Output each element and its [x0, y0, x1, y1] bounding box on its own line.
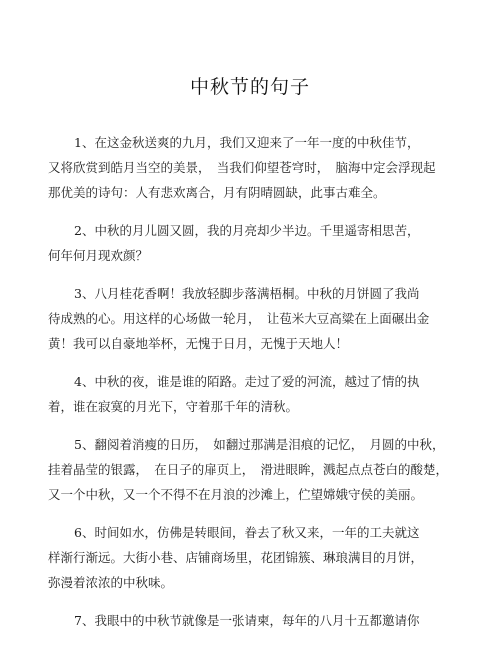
paragraph-line: 待成熟的心。用这样的心场做一轮月， 让苞米大豆高粱在上面碾出金: [48, 311, 430, 326]
document-body: [48, 130, 458, 646]
paragraph-line: 5、翻阅着消瘦的日历， 如翻过那满是泪痕的记忆， 月圆的中秋，: [74, 437, 445, 452]
paragraph-line: 又一个中秋，又一个不得不在月浪的沙滩上，伫望嫦娥守侯的美丽。: [48, 487, 424, 502]
paragraph-line: 3、八月桂花香啊！我放轻脚步落满梧桐。中秋的月饼圆了我尚: [74, 286, 420, 301]
paragraph-line: 又将欣赏到皓月当空的美景， 当我们仰望苍穹时， 脑海中定会浮现起: [48, 160, 436, 175]
paragraph-3: [48, 281, 458, 356]
paragraph-line: 2、中秋的月儿圆又圆，我的月亮却少半边。千里遥寄相思苦，: [74, 223, 420, 238]
paragraph-1: [48, 130, 458, 205]
paragraph-line: 挂着晶莹的银露， 在日子的扉页上， 滑进眼眸，溅起点点苍白的酸楚，: [48, 462, 449, 477]
paragraph-line: 黄！我可以自豪地举杯，无愧于日月，无愧于天地人！: [48, 336, 349, 351]
paragraph-7: [48, 608, 458, 633]
paragraph-line: 那优美的诗句：人有悲欢离合，月有阴晴圆缺，此事古难全。: [48, 185, 386, 200]
paragraph-line: 样渐行渐远。大街小巷、店铺商场里，花团锦簇、琳琅满目的月饼，: [48, 550, 424, 565]
paragraph-line: 7、我眼中的中秋节就像是一张请柬，每年的八月十五都邀请你: [74, 613, 420, 628]
paragraph-2: [48, 218, 458, 268]
paragraph-5: [48, 432, 458, 507]
paragraph-4: [48, 369, 458, 419]
paragraph-line: 着，谁在寂寞的月光下，守着那千年的清秋。: [48, 399, 299, 414]
paragraph-line: 弥漫着浓浓的中秋味。: [48, 575, 174, 590]
paragraph-line: 何年何月现欢颜？: [48, 248, 149, 263]
paragraph-line: 6、时间如水，仿佛是转眼间，眷去了秋又来，一年的工夫就这: [74, 525, 420, 540]
document-title: 中秋节的句子: [189, 76, 310, 98]
paragraph-line: 4、中秋的夜，谁是谁的陌路。走过了爱的河流，越过了情的执: [74, 374, 420, 389]
paragraph-line: 1、在这金秋送爽的九月，我们又迎来了一年一度的中秋佳节，: [74, 135, 420, 150]
paragraph-6: [48, 520, 458, 595]
